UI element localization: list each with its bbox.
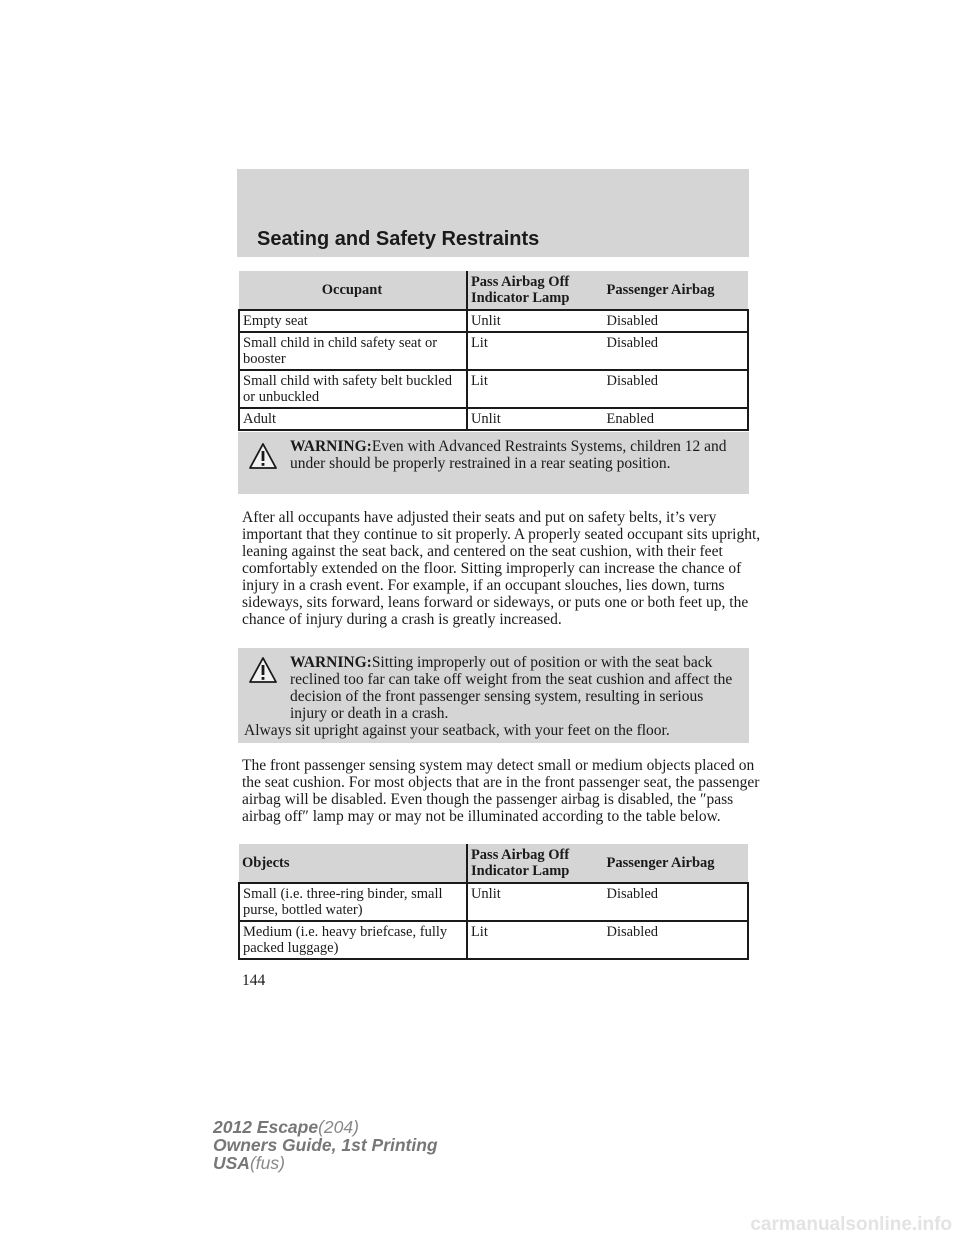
table-cell: Medium (i.e. heavy briefcase, fully packed luggage) — [239, 921, 467, 959]
objects-table — [238, 844, 749, 960]
table-cell: Lit — [467, 921, 604, 959]
table-cell: Small child in child safety seat or booster — [239, 332, 467, 370]
table-cell: Disabled — [603, 883, 748, 921]
table-cell: Small (i.e. three-ring binder, small purse, bottled water) — [239, 883, 467, 921]
table-cell: Disabled — [603, 370, 748, 408]
warning-label: WARNING: — [290, 438, 372, 455]
table-cell: Unlit — [467, 310, 604, 332]
print-footer — [213, 1118, 438, 1172]
table-cell: Disabled — [603, 332, 748, 370]
table-cell: Lit — [467, 332, 604, 370]
warning-body: Sitting improperly out of position or with the seat back reclined too far can take off weight from the seat cushion and affect the decision of the front passenger sensing system, resulting in serious injury or death in a crash. — [290, 654, 733, 722]
table-cell: Lit — [467, 370, 604, 408]
warning-box — [238, 648, 749, 743]
table-cell: Adult — [239, 408, 467, 430]
footer-region: USA — [213, 1153, 250, 1173]
column-header: Pass Airbag Off Indicator Lamp — [467, 271, 604, 310]
warning-text-2: Always sit upright against your seatback, with your feet on the floor. — [244, 722, 670, 739]
table-row — [239, 370, 748, 408]
table-row — [239, 332, 748, 370]
warning-triangle-icon — [248, 442, 278, 470]
table-cell: Empty seat — [239, 310, 467, 332]
warning-triangle-icon — [248, 656, 278, 684]
table-row — [239, 921, 748, 959]
footer-region-code: (fus) — [249, 1153, 285, 1173]
warning-text — [244, 654, 741, 722]
page-number: 144 — [242, 972, 266, 989]
column-header: Pass Airbag Off Indicator Lamp — [467, 844, 604, 883]
column-header: Passenger Airbag — [603, 844, 748, 883]
body-paragraph: The front passenger sensing system may detect small or medium objects placed on the seat cushion. For most objects that are in the front passenger seat, the passenger airbag will be disabled. Even though the passenger airbag is disabled, the ″pass airbag off″ lamp may or may not be illuminated according to the table below. — [242, 757, 760, 825]
watermark: carmanualsonline.info — [750, 1214, 952, 1235]
table-cell: Disabled — [603, 921, 748, 959]
table-header-row — [239, 271, 748, 310]
table-cell: Small child with safety belt buckled or unbuckled — [239, 370, 467, 408]
table-cell: Enabled — [603, 408, 748, 430]
occupant-table — [238, 271, 749, 431]
section-title: Seating and Safety Restraints — [257, 228, 540, 250]
table-cell: Disabled — [603, 310, 748, 332]
table-cell: Unlit — [467, 408, 604, 430]
table-row — [239, 408, 748, 430]
table-row — [239, 883, 748, 921]
warning-body: Even with Advanced Restraints Systems, children 12 and under should be properly restrained in a rear seating position. — [290, 438, 727, 472]
column-header: Occupant — [239, 271, 467, 310]
section-header — [237, 169, 749, 257]
column-header: Objects — [239, 844, 467, 883]
table-header-row — [239, 844, 748, 883]
column-header: Passenger Airbag — [603, 271, 748, 310]
warning-label: WARNING: — [290, 654, 372, 671]
table-cell: Unlit — [467, 883, 604, 921]
warning-text — [244, 438, 741, 472]
footer-code: (204) — [318, 1117, 359, 1137]
footer-model: 2012 Escape — [213, 1117, 319, 1137]
footer-printing: Owners Guide, 1st Printing — [213, 1135, 438, 1155]
table-row — [239, 310, 748, 332]
body-paragraph: After all occupants have adjusted their seats and put on safety belts, it’s very important that they continue to sit properly. A properly seated occupant sits upright, leaning against the seat back, and centered on the seat cushion, with their feet comfortably extended on the floor. Sitting improperly can increase the chance of injury in a crash event. For example, if an occupant slouches, lies down, turns sideways, sits forward, leans forward or sideways, or puts one or both feet up, the chance of injury during a crash is greatly increased. — [242, 509, 761, 628]
warning-box — [238, 432, 749, 494]
